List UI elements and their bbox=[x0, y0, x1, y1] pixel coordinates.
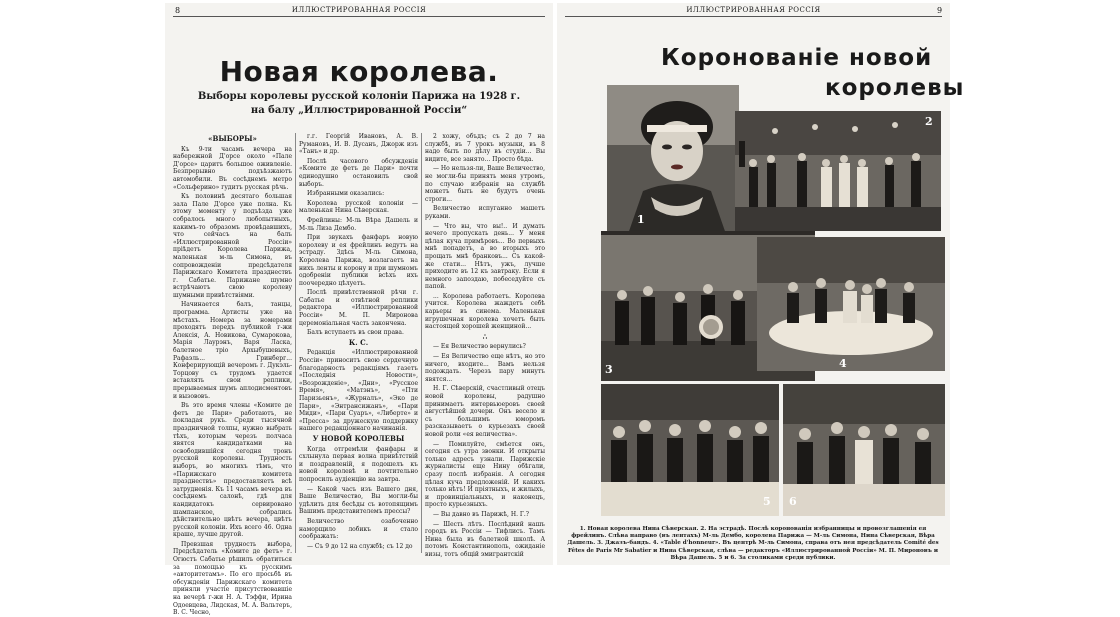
spread-title-line2: королевы bbox=[825, 75, 965, 101]
article-title: Новая королева. bbox=[219, 55, 499, 88]
article-subtitle-line2: на балу „Иллюстрированной Россiи“ bbox=[250, 105, 468, 116]
paragraph: Къ 9-ти часамъ вечера на набережной Д'орсе около «Пале Д'орсе» царитъ большое оживленiе. Безпрерывно подъѣзжаютъ автомобили. Въ сосѣднемъ метро «Сольферино» гудитъ русская рѣчь. bbox=[173, 145, 292, 191]
spread-title-line1: Коронованiе новой bbox=[661, 45, 933, 71]
photo-number: 6 bbox=[789, 495, 797, 508]
header-rule bbox=[565, 16, 942, 17]
paragraph: Редакцiя «Иллюстрированной Россiи» приноситъ свою сердечную благодарность редакцiямъ газетъ «Последнiя Новости», «Возрожденiе», «Дни», «Русское Время», «Матэнъ», «Пти Паризьенъ», «Журналъ», «Эко де Пари», «Энтрансижанъ», «Пари Миди», «Пари Суаръ», «Либерте» и «Пресса» за дружескую поддержку нашего редакцiоннаго начинанiя. bbox=[299, 349, 418, 433]
paragraph: Балъ вступаетъ въ свои права. bbox=[307, 329, 404, 337]
paragraph: — Съ 9 до 12 на службѣ; съ 12 до bbox=[307, 542, 413, 550]
paragraph: Послѣ привѣтственной рѣчи г. Сабатье и отвѣтной реплики редактора «Иллюстрированной Россiи» М. П. Миронова церемонiальная часть закончена. bbox=[299, 289, 418, 327]
paragraph: Н. Г. Сѣверскiй, счастливый отецъ новой королевы, радушно принимаетъ интервьюеровъ своей августѣйшей дочери. Онъ весело и съ большимъ юморомъ разсказываетъ о курьезахъ своей новой роли «ея величества». bbox=[425, 385, 545, 438]
article-subtitle-line1: Выборы королевы русской колонiи Парижа на 1928 г. bbox=[197, 91, 521, 102]
photo-number: 5 bbox=[763, 495, 771, 508]
paragraph: Королева русской колонiи — маленькая Нина Сѣверская. bbox=[299, 199, 418, 215]
photo-caption: 1. Новая королева Нина Сѣверская. 2. На эстрадѣ. Послѣ коронованiя избранницы и провозглашенiя ея фрейлинъ. Слѣва направо (въ лентахъ) М-ль Дембо, королева Парижа — М-ль Симона, Нина Сѣверская, Вѣра Дашель. 3. Джазъ-бандъ. 4. «Table d'honneur». Въ центрѣ М-ль Симона, справа отъ нея предсѣдатель Comité des Fêtes de Paris Mr Sabatier и Нина Сѣверская, слѣва — редакторъ «Иллюстрированной Россiи» М. П. Мироновъ и Вѣра Дашель. 5 и 6. За столиками среди публики. bbox=[567, 526, 939, 561]
paragraph: Избранными оказались: bbox=[307, 190, 385, 198]
photo-number: 4 bbox=[839, 357, 847, 370]
paragraph: Фрейлины: М-ль Вѣра Дашель и М-ль Лиза Дембо. bbox=[299, 216, 418, 232]
paragraph: — Шесть лѣтъ. Послѣдний нашъ городъ въ Россiи — Тифлисъ. Тамъ Нина была въ балетной школѣ. А потомъ Константинополь, ожиданiе визы, тотъ общiй эмигрантскiй bbox=[425, 520, 545, 558]
paragraph: Начинается балъ, танцы, программа. Артисты уже на мѣстахъ. Номера за номерами проходятъ передъ публикой г-жи Алексiя, А. Новикова, Сумарокова, Марiя Лаурэнъ, Варя Ласка, балетное трiо Архыбушевыхъ, Рафаэль... Гринберг... Конферирующiй вечеромъ г. Дукэль-Торцову съ трудомъ удается вставлять свои реплики, прерываемыя шумъ аплодисментовъ и вызововъ. bbox=[173, 301, 292, 400]
photo-queen-portrait bbox=[607, 85, 739, 237]
photo-tables-right bbox=[783, 384, 945, 516]
paragraph: — Ея Величество вернулись? bbox=[433, 343, 526, 351]
running-head: ИЛЛЮСТРИРОВАННАЯ РОССIЯ bbox=[686, 6, 821, 14]
paragraph: Величество испуганно машетъ руками. bbox=[425, 205, 545, 220]
paragraph: Превзшая трудность выбора, Предсѣдатель «Комите де фетъ» г. Огюстъ Сабатье рѣшилъ обратиться за помощью къ русскимъ «авторитетамъ». По его просьбѣ въ обсужденiи Парижскаго комитета приняли участiе присутствовавшiе на вечерѣ г-жи Н. А. Тэффи, Ирина Одоевцева, Лидская, М. А. Вальтеръ, В. С. Чесно, bbox=[173, 540, 292, 617]
paragraph: — Какой часъ изъ Вашего дня, Ваше Величество, Вы могли-бы удѣлить для бесѣды съ вотопящимъ Вашимъ представителемъ прессы? bbox=[299, 485, 418, 516]
paragraph: — Вы давно въ Парижѣ, Н. Г.? bbox=[433, 510, 530, 518]
right-page bbox=[557, 3, 965, 565]
signature: К. С. bbox=[348, 337, 369, 347]
photo-table-of-honour bbox=[757, 237, 945, 371]
paragraph: Величество озабоченно наморщило лобикъ и стало соображать: bbox=[299, 517, 418, 541]
paragraph: — Помилуйте, смѣется онъ, сегодня съ утра звонки. И открыты только адресъ узнали. Парижскiе журналисты еще Нину обѣгали, сразу послѣ избранiя. А сегодня цѣлая куча предложенiй. И какихъ только нѣтъ! И прiятныхъ, и жилыхъ, и провинцiальныхъ, и наконецъ, просто курьезныхъ. bbox=[425, 440, 545, 509]
page-number: 9 bbox=[937, 6, 943, 15]
paragraph: Къ половинѣ десятаго большая зала Пале Д'орсе уже полна. Къ этому моменту у подъѣзда уже собралось много любопытныхъ, какимъ-то образомъ провѣдавшихъ, что сейчасъ на балъ «Иллюстрированной Россiи» прiѣдетъ Королева Парижа, маленькая м-ль Симона, въ сопровожденiи предсѣдателя Парижскаго Комитета празднествъ г. Сабатье. Парижане шумно встрѣчаютъ свою королеву шумными привѣтствiями. bbox=[173, 193, 292, 299]
section-heading: У НОВОЙ КОРОЛЕВЫ bbox=[312, 433, 405, 443]
page-number: 8 bbox=[175, 6, 181, 15]
paragraph: г.г. Георгiй Ивановъ, А. В. Румановъ, И. В. Дусанъ, Джорж изъ «Танъ» и др. bbox=[299, 133, 418, 156]
column-divider bbox=[295, 133, 296, 553]
running-head: ИЛЛЮСТРИРОВАННАЯ РОССIЯ bbox=[291, 6, 427, 14]
paragraph: При звукахъ фанфаръ новую королеву и ея фрейлинъ ведутъ на эстраду. Здѣсь М-ль Симона, Королева Парижа, возлагаетъ на нихъ ленты и корону и при шумномъ одобренiи публики всѣхъ ихъ поочередно цѣлуетъ. bbox=[299, 234, 418, 287]
text-column-2 bbox=[299, 133, 418, 555]
paragraph: — Ея Величество еще нѣтъ, но это ничего, входите... Вамъ нельзя подождать. Черезъ пару минутъ явятся... bbox=[425, 353, 545, 383]
paragraph: Послѣ часового обсужденiя «Комите де фетъ де Пари» почти единодушно остановилъ свой выборъ. bbox=[299, 157, 418, 188]
section-heading: «ВЫБОРЫ» bbox=[208, 134, 257, 143]
left-page bbox=[165, 3, 553, 617]
paragraph: — Но нельзя-ли, Ваше Величество, не могли-бы принять меня утромъ, по случаю избранiя на службѣ можетъ быть не будутъ очень строги... bbox=[425, 165, 545, 203]
text-column-1 bbox=[173, 133, 292, 617]
column-divider bbox=[421, 133, 422, 553]
paragraph: Когда отгремѣли фанфары и схлынула первая волна привѣтствiй и поздравленiй, я подошелъ къ новой королевѣ и почтительно попросилъ аудiенцiю на завтра. bbox=[299, 445, 418, 483]
photo-stage-scene bbox=[735, 111, 941, 231]
photo-number: 3 bbox=[605, 363, 613, 376]
header-rule bbox=[173, 16, 545, 17]
ornament: ∴ bbox=[482, 331, 488, 341]
paragraph: — Что вы, что вы!.. И думать нечего пропускать день... У меня цѣлая куча примѣровъ... Во первыхъ мнѣ попадетъ, а во вторыхъ это прощать мнѣ бранковъ... Съ какой-же стати... Нѣтъ, ужъ, лучше приходите въ 12 къ завтраку. Если я немного запоздаю, побеседуйте съ папой. bbox=[425, 222, 545, 291]
paragraph: Въ это время члены «Комите де фетъ де Пари» работаютъ, не покладая рукъ. Среди тысячной праздничной толпы, нужно выбрать тѣхъ, которым черезъ полчаса явятся кандидатками на освободившiйся сегодня тронъ русской королевы. Трудность выборъ, во многихъ тѣмъ, что «Парижскаго комитета празднествъ» предоставляетъ всѣ затрудненiя. Къ 11 часамъ вечера въ сосѣднемъ салонѣ, гдѣ для кандидатокъ сервировано шампанское, собрались дѣйствительно цвѣтъ вечера, цвѣтъ русской колонiи. Ихъ всего 46. Одна краше, лучше другой. bbox=[173, 402, 292, 539]
paragraph: 2 хожу, объдъ; съ 2 до 7 на службѣ, въ 7 урокъ музыки, въ 8 надо быть по дѣлу въ студiи... Вы видите, все занято... Просто бѣда. bbox=[425, 133, 545, 163]
photo-number: 1 bbox=[637, 213, 645, 226]
text-column-3 bbox=[425, 133, 545, 558]
paragraph: ... Королева работаетъ. Королева учится. Королева жаждетъ себѣ карьеры въ синема. Маленькая игрушечная королева хочетъ быть настоящей хорошей женщиной... bbox=[425, 292, 545, 331]
photo-number: 2 bbox=[925, 115, 933, 128]
photo-tables-left bbox=[601, 384, 779, 516]
